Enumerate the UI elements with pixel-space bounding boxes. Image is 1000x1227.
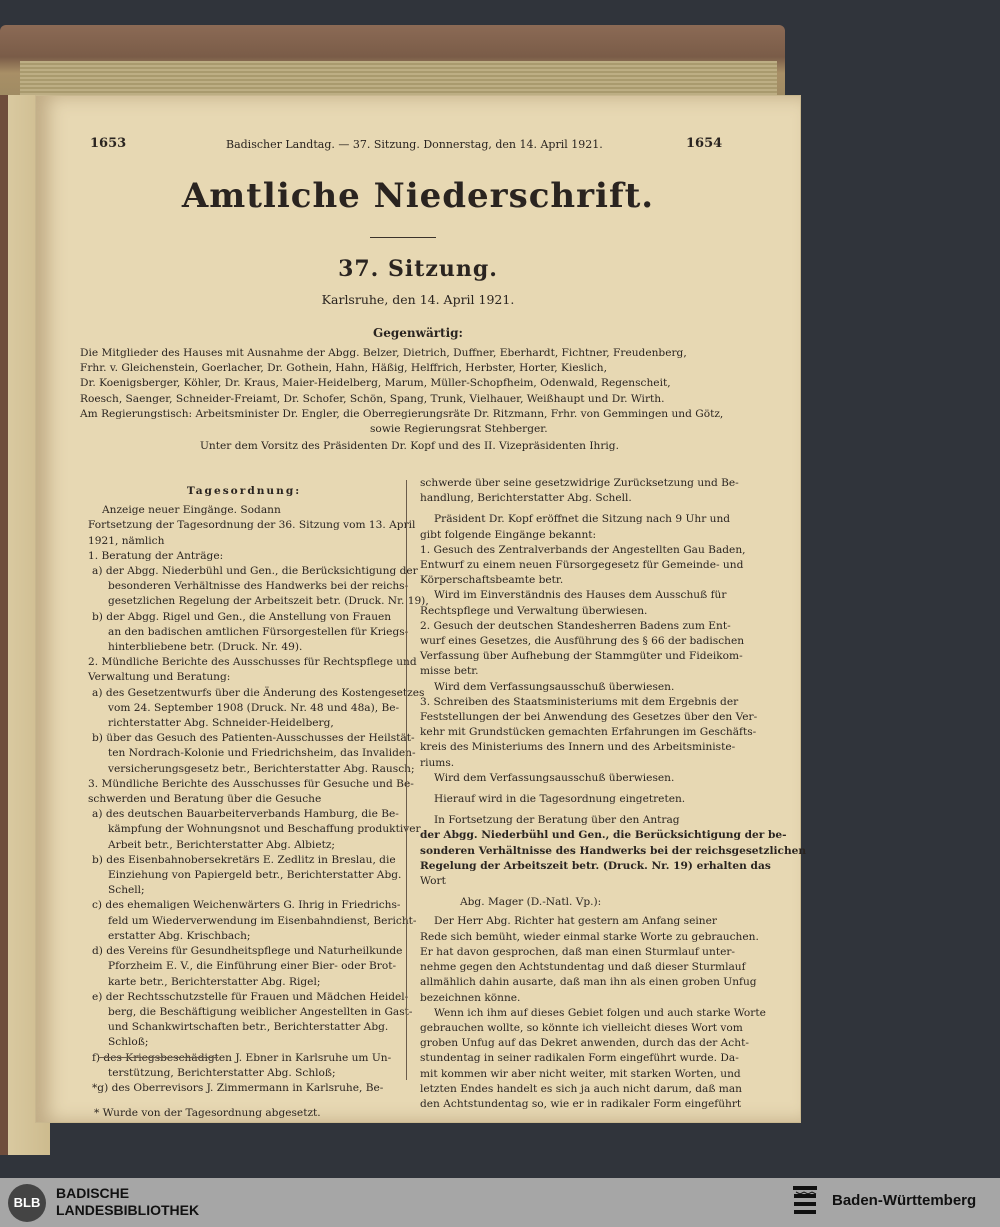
book-top-edge	[0, 25, 785, 105]
right-column-line: bezeichnen könne.	[420, 991, 521, 1004]
left-column-line: Arbeit betr., Berichterstatter Abg. Albietz;	[108, 838, 335, 851]
right-column-line: Wenn ich ihm auf dieses Gebiet folgen und auch starke Worte	[434, 1006, 766, 1019]
blb-name[interactable]	[56, 1185, 199, 1219]
present-lines-line: sowie Regierungsrat Stehberger.	[370, 423, 548, 436]
present-heading: Gegenwärtig:	[373, 326, 463, 340]
right-column-line: Präsident Dr. Kopf eröffnet die Sitzung nach 9 Uhr und	[434, 513, 731, 526]
left-column-line: 2. Mündliche Berichte des Ausschusses für Rechtspflege und	[88, 656, 417, 669]
column-divider	[406, 480, 407, 1080]
right-column-line: mit kommen wir aber nicht weiter, mit starken Worten, und	[420, 1067, 741, 1080]
right-column-line: handlung, Berichterstatter Abg. Schell.	[420, 492, 632, 505]
right-column-line: Abg. Mager (D.-Natl. Vp.):	[460, 896, 602, 909]
right-column-line: In Fortsetzung der Beratung über den Antrag	[434, 814, 680, 827]
right-column-line: Der Herr Abg. Richter hat gestern am Anfang seiner	[434, 915, 717, 928]
left-column-line: * Wurde von der Tagesordnung abgesetzt.	[94, 1107, 321, 1120]
right-column-line: kreis des Ministeriums des Innern und des Arbeitsministe-	[420, 741, 736, 754]
left-column-line: 1. Beratung der Anträge:	[88, 549, 224, 562]
right-column-line: groben Unfug auf das Dekret anwenden, durch das der Acht-	[420, 1037, 749, 1050]
left-column-line: an den badischen amtlichen Fürsorgestellen für Kriegs-	[108, 625, 409, 638]
session-heading: 37. Sitzung.	[338, 256, 498, 282]
right-column-line: misse betr.	[420, 665, 479, 678]
title-divider	[370, 237, 436, 238]
blb-logo[interactable]: BLB	[8, 1184, 46, 1222]
left-column-line: und Schankwirtschaften betr., Berichterstatter Abg.	[108, 1021, 389, 1034]
left-column-line: gesetzlichen Regelung der Arbeitszeit betr. (Druck. Nr. 19),	[108, 595, 429, 608]
right-column-line: Regelung der Arbeitszeit betr. (Druck. Nr. 19) erhalten das	[420, 859, 771, 872]
left-column-line: 3. Mündliche Berichte des Ausschusses für Gesuche und Be-	[88, 777, 414, 790]
left-column-line: feld um Wiederverwendung im Eisenbahndienst, Bericht-	[108, 914, 417, 927]
left-column-line: e) der Rechtsschutzstelle für Frauen und Mädchen Heidel-	[92, 990, 409, 1003]
right-column-line: Wird im Einverständnis des Hauses dem Ausschuß für	[434, 589, 727, 602]
left-column-line: karte betr., Berichterstatter Abg. Rigel;	[108, 975, 321, 988]
left-column-line: a) des deutschen Bauarbeiterverbands Hamburg, die Be-	[92, 808, 399, 821]
left-column-line: hinterbliebene betr. (Druck. Nr. 49).	[108, 641, 303, 654]
present-lines-line: Roesch, Saenger, Schneider-Freiamt, Dr. Schofer, Schön, Spang, Trunk, Vielhauer, Weißhaupt und Dr. Wirth.	[80, 392, 665, 405]
right-column-line: den Achtstundentag so, wie er in radikaler Form eingeführt	[420, 1097, 742, 1110]
right-column-line: Feststellungen der bei Anwendung des Gesetzes über den Ver-	[420, 711, 758, 724]
left-column-line: Tagesordnung:	[186, 485, 302, 497]
left-column-line: erstatter Abg. Krischbach;	[108, 929, 251, 942]
right-column-line: Rede sich bemüht, wieder einmal starke Worte zu gebrauchen.	[420, 930, 759, 943]
right-column-line: der Abgg. Niederbühl und Gen., die Berücksichtigung der be-	[420, 829, 787, 842]
dateline: Karlsruhe, den 14. April 1921.	[321, 292, 515, 307]
right-column-line: Wird dem Verfassungsausschuß überwiesen.	[434, 771, 675, 784]
right-column-line: gibt folgende Eingänge bekannt:	[420, 528, 597, 541]
left-column-line: kämpfung der Wohnungsnot und Beschaffung produktiver	[108, 823, 421, 836]
right-column-line: nehme gegen den Achtstundentag und daß dieser Sturmlauf	[420, 961, 746, 974]
left-column-line: versicherungsgesetz betr., Berichterstatter Abg. Rausch;	[108, 762, 415, 775]
right-column-line: sonderen Verhältnisse des Handwerks bei der reichsgesetzlichen	[420, 844, 807, 857]
right-column-line: Körperschaftsbeamte betr.	[420, 574, 564, 587]
right-column-line: Verfassung über Aufhebung der Stammgüter und Fideikom-	[420, 650, 743, 663]
left-column-line: Schloß;	[108, 1036, 149, 1049]
right-column-line: 1. Gesuch des Zentralverbands der Angestellten Gau Baden,	[420, 543, 746, 556]
left-column-line: terstützung, Berichterstatter Abg. Schloß;	[108, 1066, 336, 1079]
right-column-line: Wort	[420, 875, 446, 888]
running-header: Badischer Landtag. — 37. Sitzung. Donnerstag, den 14. April 1921.	[226, 138, 603, 151]
right-column-line: riums.	[420, 756, 455, 769]
right-column-line: schwerde über seine gesetzwidrige Zurücksetzung und Be-	[420, 477, 739, 489]
left-column-line: Pforzheim E. V., die Einführung einer Bier- oder Brot-	[108, 960, 397, 973]
bw-coat-of-arms-icon	[790, 1184, 820, 1220]
blb-line-1: BADISCHE	[56, 1185, 130, 1201]
left-column-line: Fortsetzung der Tagesordnung der 36. Sitzung vom 13. April	[88, 519, 416, 532]
right-column-line: Hierauf wird in die Tagesordnung eingetreten.	[434, 793, 686, 806]
right-column-line: allmählich dahin ausarte, daß man ihn als einen groben Unfug	[420, 976, 757, 989]
page-title: Amtliche Niederschrift.	[181, 176, 655, 216]
left-column	[88, 484, 429, 1121]
present-lines-line: Dr. Koenigsberger, Köhler, Dr. Kraus, Maier-Heidelberg, Marum, Müller-Schopfheim, Odenwald, Regenscheit,	[80, 377, 671, 390]
left-column-line: vom 24. September 1908 (Druck. Nr. 48 und 48a), Be-	[108, 701, 400, 714]
right-column-line: 3. Schreiben des Staatsministeriums mit dem Ergebnis der	[420, 695, 739, 708]
right-column-line: gebrauchen wollte, so könnte ich vielleicht dieses Wort vom	[420, 1021, 743, 1034]
right-column	[420, 476, 807, 1112]
left-column-line: Anzeige neuer Eingänge. Sodann	[102, 504, 281, 517]
right-column-line: Entwurf zu einem neuen Fürsorgegesetz für Gemeinde- und	[420, 559, 744, 572]
right-column-line: wurf eines Gesetzes, die Ausführung des § 66 der badischen	[420, 635, 745, 648]
left-column-line: Schell;	[108, 884, 145, 897]
left-column-line: a) der Abgg. Niederbühl und Gen., die Berücksichtigung der	[92, 565, 418, 578]
left-column-line: richterstatter Abg. Schneider-Heidelberg,	[108, 717, 334, 730]
left-column-line: b) der Abgg. Rigel und Gen., die Anstellung von Frauen	[92, 610, 392, 623]
right-column-line: kehr mit Grundstücken gemachten Erfahrungen im Geschäfts-	[420, 726, 757, 739]
right-column-line: letzten Endes handelt es sich ja auch nicht darum, daß man	[420, 1082, 742, 1095]
right-column-line: stundentag in seiner radikalen Form eingeführt wurde. Da-	[420, 1052, 739, 1065]
right-column-line: 2. Gesuch der deutschen Standesherren Badens zum Ent-	[420, 619, 731, 632]
left-column-line: ten Nordrach-Kolonie und Friedrichsheim, das Invaliden-	[108, 747, 416, 760]
right-column-line: Rechtspflege und Verwaltung überwiesen.	[420, 604, 648, 617]
present-list	[80, 346, 780, 454]
right-column-line: Wird dem Verfassungsausschuß überwiesen.	[434, 680, 675, 693]
document-page	[36, 96, 807, 1122]
present-lines-line: Die Mitglieder des Hauses mit Ausnahme der Abgg. Belzer, Dietrich, Duffner, Eberhardt, Fichtner, Freudenberg,	[80, 347, 687, 359]
present-lines-line: Am Regierungstisch: Arbeitsminister Dr. Engler, die Oberregierungsräte Dr. Ritzmann, Frhr. von Gemmingen und Götz,	[80, 407, 724, 420]
left-column-line: a) des Gesetzentwurfs über die Änderung des Kostengesetzes	[92, 686, 425, 699]
left-column-line: Verwaltung und Beratung:	[88, 671, 231, 684]
page-number-left: 1653	[90, 136, 127, 151]
footer-bar	[0, 1178, 1000, 1227]
present-lines-line: Frhr. v. Gleichenstein, Goerlacher, Dr. Gothein, Hahn, Häßig, Helffrich, Herbster, Horter, Kieslich,	[80, 362, 607, 375]
page-number-right: 1654	[686, 136, 723, 151]
left-column-line: schwerden und Beratung über die Gesuche	[88, 793, 322, 806]
footnote-divider	[98, 1057, 218, 1058]
present-lines-line: Unter dem Vorsitz des Präsidenten Dr. Kopf und des II. Vizepräsidenten Ihrig.	[200, 440, 619, 453]
left-column-line: b) über das Gesuch des Patienten-Ausschusses der Heilstät-	[92, 732, 415, 745]
left-column-line: besonderen Verhältnisse des Handwerks bei der reichs-	[108, 580, 409, 593]
left-column-line: berg, die Beschäftigung weiblicher Angestellten in Gast-	[108, 1005, 413, 1018]
left-column-line: b) des Eisenbahnobersekretärs E. Zedlitz in Breslau, die	[92, 853, 396, 866]
left-column-line: f) des Kriegsbeschädigten J. Ebner in Karlsruhe um Un-	[92, 1051, 392, 1064]
left-column-line: Einziehung von Papiergeld betr., Berichterstatter Abg.	[108, 869, 402, 882]
left-column-line: c) des ehemaligen Weichenwärters G. Ihrig in Friedrichs-	[92, 899, 401, 912]
blb-line-2: LANDESBIBLIOTHEK	[56, 1202, 200, 1218]
left-column-line: *g) des Oberrevisors J. Zimmermann in Karlsruhe, Be-	[92, 1081, 384, 1094]
left-column-line: d) des Vereins für Gesundheitspflege und Naturheilkunde	[92, 945, 403, 958]
bw-name[interactable]: Baden-Württemberg	[832, 1192, 977, 1209]
right-column-line: Er hat davon gesprochen, daß man einen Sturmlauf unter-	[420, 945, 735, 958]
left-column-line: 1921, nämlich	[88, 534, 165, 547]
